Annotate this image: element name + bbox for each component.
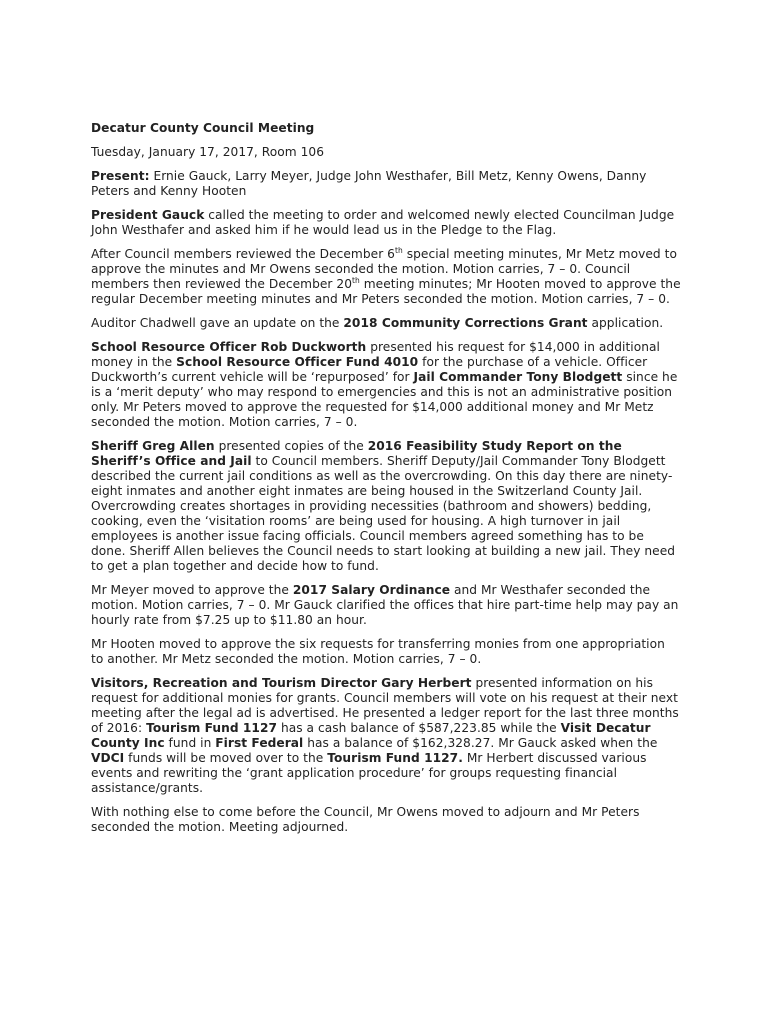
- call-to-order-paragraph: [91, 208, 681, 238]
- auditor-text-1: Auditor Chadwell gave an update on the: [91, 316, 344, 330]
- tourism-text-3: fund in: [164, 736, 216, 750]
- tourism-paragraph: [91, 676, 681, 796]
- tourism-text-1: presented information on his request for additional monies for grants. Council members will vote on his request at their next meeting after the legal ad is advertised. He presented a ledger report for the last three months of 2016:: [91, 676, 679, 735]
- vdci-abbrev: VDCI: [91, 751, 125, 765]
- present-names: Ernie Gauck, Larry Meyer, Judge John Westhafer, Bill Metz, Kenny Owens, Danny Peters and Kenny Hooten: [91, 169, 647, 198]
- minutes-ordinal-2: th: [352, 276, 360, 285]
- sheriff-paragraph: [91, 439, 681, 574]
- sro-fund: School Resource Officer Fund 4010: [176, 355, 419, 369]
- adjourn-paragraph: With nothing else to come before the Council, Mr Owens moved to adjourn and Mr Peters seconded the motion. Meeting adjourned.: [91, 805, 640, 834]
- sro-paragraph: [91, 340, 681, 430]
- minutes-paragraph: [91, 247, 681, 307]
- tourism-director-name: Visitors, Recreation and Tourism Director Gary Herbert: [91, 676, 472, 690]
- sro-name: School Resource Officer Rob Duckworth: [91, 340, 367, 354]
- sheriff-text-1: presented copies of the: [214, 439, 368, 453]
- sro-text-3: since he is a ‘merit deputy’ who may respond to emergencies and this is not an administrative position only. Mr Peters moved to approve the requested for $14,000 additional money and Mr Metz seconded the motion. Motion carries, 7 – 0.: [91, 370, 678, 429]
- minutes-text-2: special meeting minutes, Mr Metz moved to approve the minutes and Mr Owens seconded the motion. Motion carries, 7 – 0. Council members then reviewed the December 20: [91, 247, 677, 291]
- president-name: President Gauck: [91, 208, 205, 222]
- salary-ordinance: 2017 Salary Ordinance: [292, 583, 451, 597]
- auditor-paragraph: [91, 316, 681, 331]
- sheriff-name: Sheriff Greg Allen: [91, 439, 215, 453]
- sheriff-text-2: to Council members. Sheriff Deputy/Jail Commander Tony Blodgett described the current jail conditions as well as the overcrowding. On this day there are ninety-eight inmates and another eight inmates are being housed in the Switzerland County Jail. Overcrowding creates shortages in providing necessities (bathroom and showers) bedding, cooking, even the ‘visitation rooms’ are being used for housing. A high turnover in jail employees is another issue facing officials. Council members agreed something has to be done. Sheriff Allen believes the Council needs to start looking at building a new jail. They need to get a plan together and decide how to fund.: [91, 454, 676, 573]
- grant-name: 2018 Community Corrections Grant: [343, 316, 588, 330]
- tourism-text-5: funds will be moved over to the: [124, 751, 328, 765]
- feasibility-report-title: 2016 Feasibility Study Report on the Sheriff’s Office and Jail: [91, 439, 622, 468]
- minutes-text-3: meeting minutes; Mr Hooten moved to approve the regular December meeting minutes and Mr Peters seconded the motion. Motion carries, 7 – 0.: [91, 277, 681, 306]
- meeting-date: Tuesday, January 17, 2017, Room 106: [91, 145, 325, 159]
- sro-text-1: presented his request for $14,000 in additional money in the: [91, 340, 660, 369]
- bank-name: First Federal: [215, 736, 304, 750]
- jail-commander-name: Jail Commander Tony Blodgett: [413, 370, 623, 384]
- tourism-fund-2: Tourism Fund 1127.: [327, 751, 463, 765]
- present-label: Present:: [91, 169, 150, 183]
- salary-text-2: and Mr Westhafer seconded the motion. Motion carries, 7 – 0. Mr Gauck clarified the offices that hire part-time help may pay an hourly rate from $7.25 up to $11.80 an hour.: [91, 583, 679, 627]
- salary-text-1: Mr Meyer moved to approve the: [91, 583, 293, 597]
- call-to-order-text: called the meeting to order and welcomed newly elected Councilman Judge John Westhafer and asked him if he would lead us in the Pledge to the Flag.: [91, 208, 675, 237]
- document-page: [91, 121, 681, 844]
- minutes-text-1: After Council members reviewed the December 6: [91, 247, 395, 261]
- transfers-paragraph: Mr Hooten moved to approve the six requests for transferring monies from one appropriation to another. Mr Metz seconded the motion. Motion carries, 7 – 0.: [91, 637, 665, 666]
- tourism-text-6: Mr Herbert discussed various events and rewriting the ‘grant application procedure’ for groups requesting financial assistance/grants.: [91, 751, 647, 795]
- present-paragraph: [91, 169, 681, 199]
- vdci-fund-name: Visit Decatur County Inc: [91, 721, 651, 750]
- salary-paragraph: [91, 583, 681, 628]
- document-title: Decatur County Council Meeting: [91, 121, 315, 135]
- sro-text-2: for the purchase of a vehicle. Officer Duckworth’s current vehicle will be ‘repurposed’ for: [91, 355, 648, 384]
- tourism-fund-1: Tourism Fund 1127: [146, 721, 278, 735]
- tourism-text-4: has a balance of $162,328.27. Mr Gauck asked when the: [303, 736, 658, 750]
- tourism-text-2: has a cash balance of $587,223.85 while the: [277, 721, 561, 735]
- auditor-text-2: application.: [587, 316, 664, 330]
- minutes-ordinal-1: th: [394, 246, 403, 255]
